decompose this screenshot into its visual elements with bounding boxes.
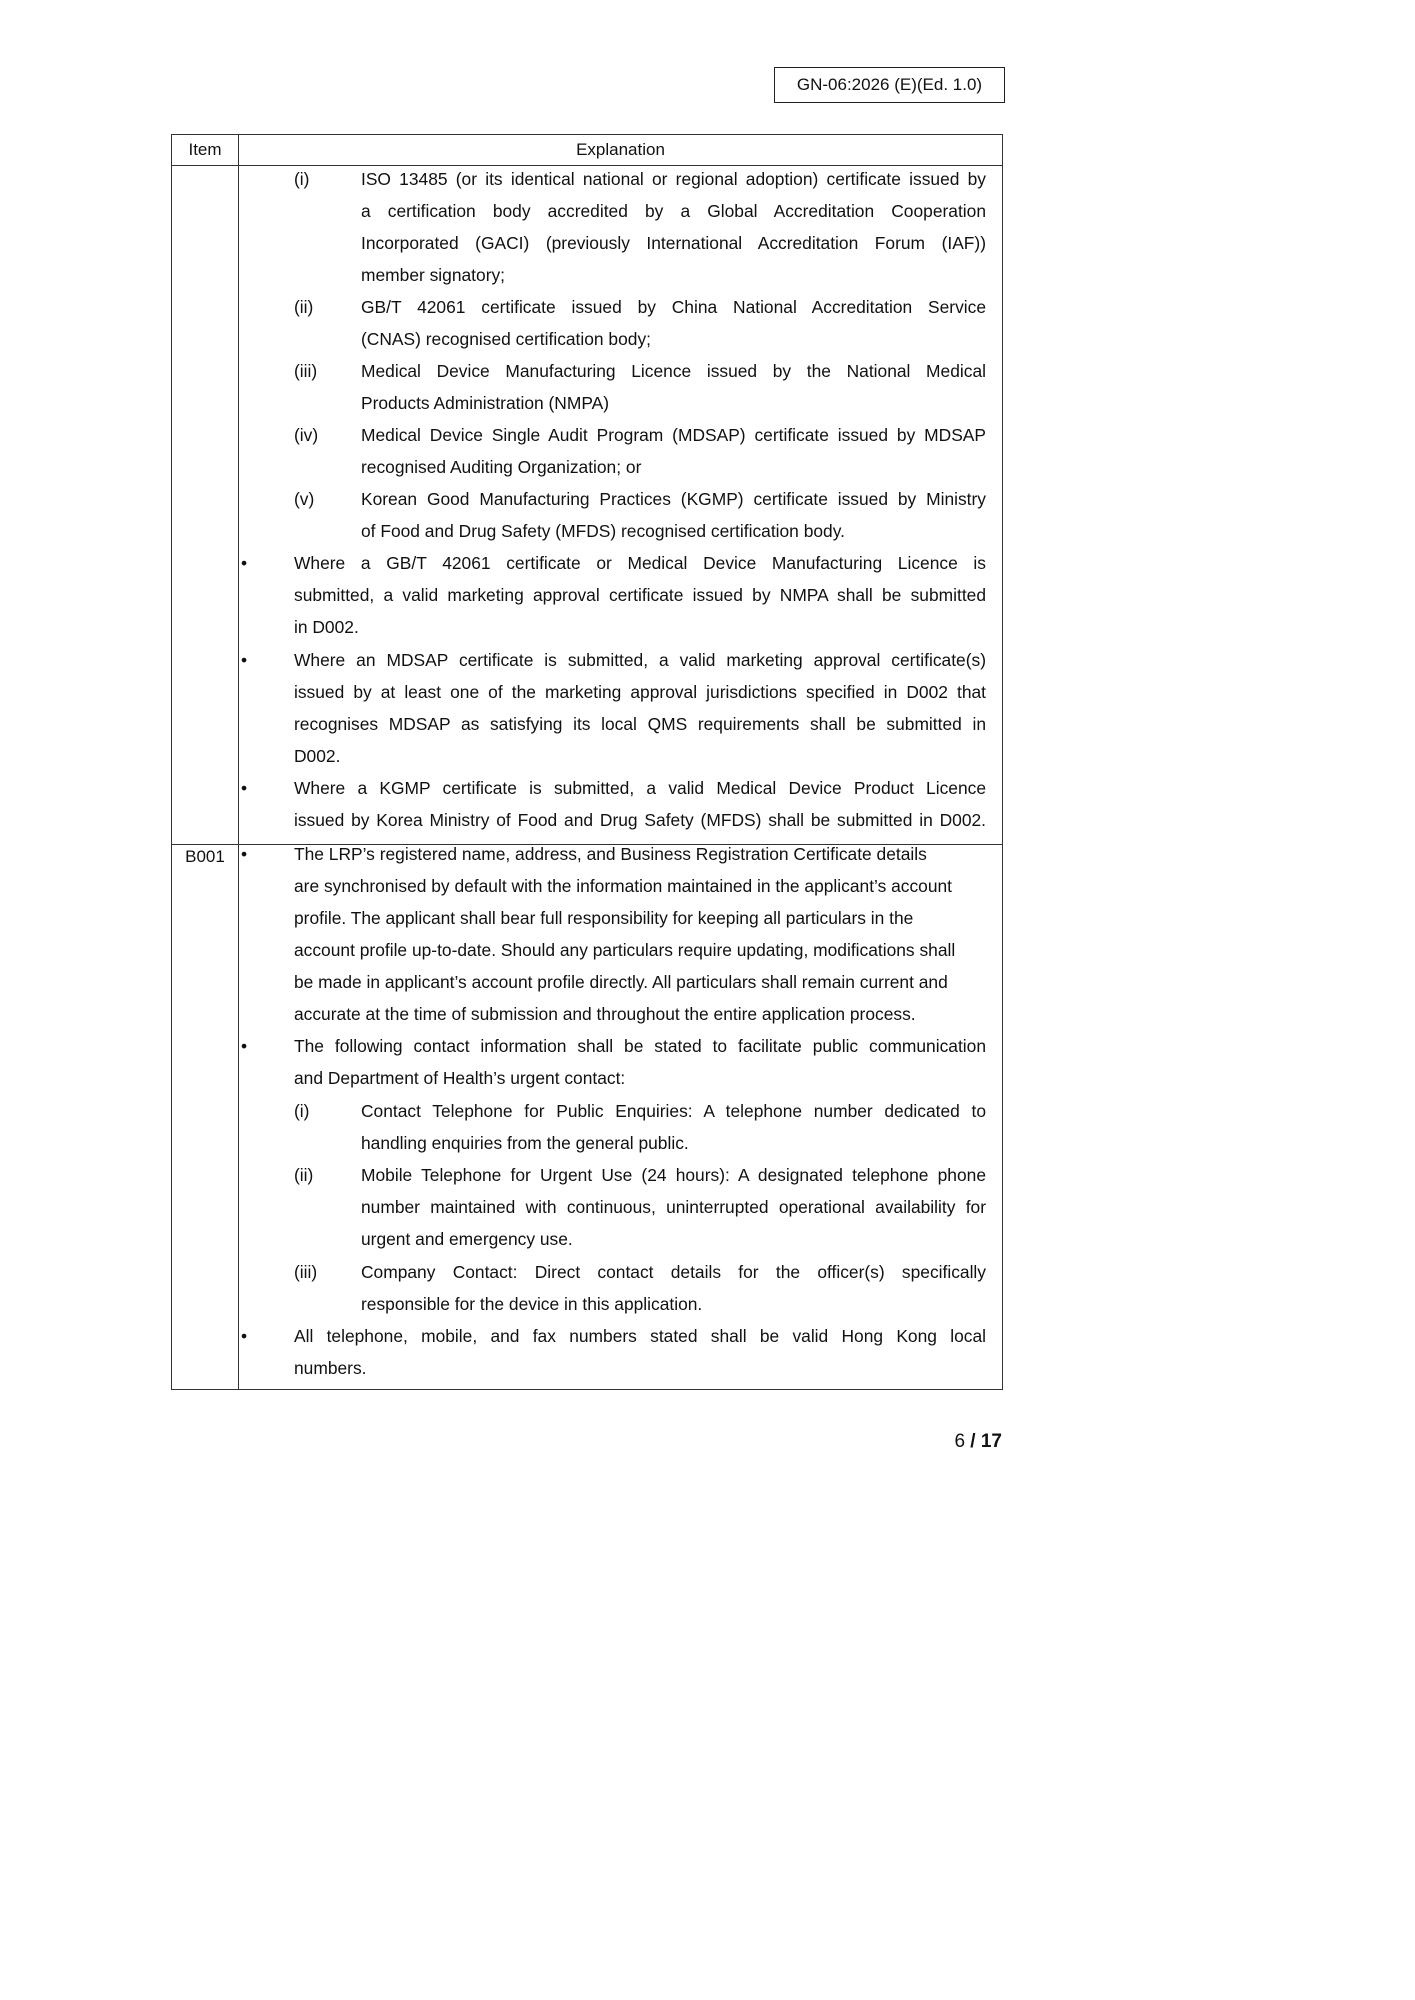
- column-header-explanation: Explanation: [576, 140, 665, 159]
- bullet-text: submitted, a valid marketing approval certificate issued by NMPA shall be submitted: [294, 585, 986, 605]
- column-divider: [238, 135, 239, 1389]
- list-item-text: responsible for the device in this application.: [361, 1294, 703, 1314]
- bullet-mark: •: [241, 1036, 248, 1056]
- page-current: 6: [954, 1431, 966, 1452]
- list-item-text: recognised Auditing Organization; or: [361, 457, 642, 477]
- page-separator: /: [965, 1431, 981, 1452]
- list-number: (i): [294, 1101, 310, 1121]
- list-item-text: number maintained with continuous, uninterrupted operational availability for: [361, 1197, 986, 1217]
- bullet-text: issued by Korea Ministry of Food and Drug Safety (MFDS) shall be submitted in D002.: [294, 810, 986, 830]
- list-item-text: Products Administration (NMPA): [361, 393, 610, 413]
- bullet-text: numbers.: [294, 1358, 367, 1378]
- list-number: (iii): [294, 361, 318, 381]
- bullet-mark: •: [241, 553, 248, 573]
- bullet-text: are synchronised by default with the information maintained in the applicant’s account: [294, 876, 953, 896]
- list-number: (ii): [294, 297, 314, 317]
- row-item-b001: B001: [185, 847, 225, 866]
- list-number: (iv): [294, 425, 319, 445]
- bullet-text: accurate at the time of submission and throughout the entire application process.: [294, 1004, 916, 1024]
- list-item-text: (CNAS) recognised certification body;: [361, 329, 651, 349]
- bullet-mark: •: [241, 1326, 248, 1346]
- page-number: [900, 1429, 1002, 1455]
- list-item-text: Medical Device Single Audit Program (MDSAP) certificate issued by MDSAP: [361, 425, 986, 445]
- bullet-text: in D002.: [294, 617, 359, 637]
- bullet-text: profile. The applicant shall bear full responsibility for keeping all particulars in the: [294, 908, 914, 928]
- bullet-text: Where an MDSAP certificate is submitted, a valid marketing approval certificate(s): [294, 650, 986, 670]
- list-number: (iii): [294, 1262, 318, 1282]
- bullet-text: All telephone, mobile, and fax numbers stated shall be valid Hong Kong local: [294, 1326, 986, 1346]
- bullet-text: issued by at least one of the marketing approval jurisdictions specified in D002 that: [294, 682, 986, 702]
- list-number: (v): [294, 489, 315, 509]
- bullet-text: Where a GB/T 42061 certificate or Medical Device Manufacturing Licence is: [294, 553, 986, 573]
- bullet-mark: •: [241, 844, 248, 864]
- list-item-text: Incorporated (GACI) (previously International Accreditation Forum (IAF)): [361, 233, 986, 253]
- bullet-text: D002.: [294, 746, 341, 766]
- list-item-text: ISO 13485 (or its identical national or regional adoption) certificate issued by: [361, 169, 986, 189]
- page-total: 17: [980, 1431, 1002, 1452]
- bullet-text: The following contact information shall be stated to facilitate public communication: [294, 1036, 986, 1056]
- bullet-mark: •: [241, 650, 248, 670]
- bullet-mark: •: [241, 778, 248, 798]
- list-item-text: of Food and Drug Safety (MFDS) recognised certification body.: [361, 521, 845, 541]
- list-item-text: GB/T 42061 certificate issued by China National Accreditation Service: [361, 297, 986, 317]
- list-number: (i): [294, 169, 310, 189]
- bullet-text: recognises MDSAP as satisfying its local QMS requirements shall be submitted in: [294, 714, 986, 734]
- list-item-text: Contact Telephone for Public Enquiries: A telephone number dedicated to: [361, 1101, 986, 1121]
- list-item-text: urgent and emergency use.: [361, 1229, 573, 1249]
- list-number: (ii): [294, 1165, 314, 1185]
- document-code-box: GN-06:2026 (E)(Ed. 1.0): [774, 67, 1005, 103]
- list-item-text: Medical Device Manufacturing Licence issued by the National Medical: [361, 361, 986, 381]
- list-item-text: Mobile Telephone for Urgent Use (24 hours): A designated telephone phone: [361, 1165, 986, 1185]
- bullet-text: be made in applicant’s account profile directly. All particulars shall remain current and: [294, 972, 948, 992]
- list-item-text: a certification body accredited by a Global Accreditation Cooperation: [361, 201, 986, 221]
- bullet-text: and Department of Health’s urgent contact:: [294, 1068, 626, 1088]
- bullet-text: Where a KGMP certificate is submitted, a valid Medical Device Product Licence: [294, 778, 986, 798]
- bullet-text: account profile up-to-date. Should any particulars require updating, modifications shall: [294, 940, 956, 960]
- list-item-text: Company Contact: Direct contact details for the officer(s) specifically: [361, 1262, 986, 1282]
- bullet-text: The LRP’s registered name, address, and Business Registration Certificate details: [294, 844, 927, 864]
- column-header-item: Item: [188, 140, 222, 159]
- list-item-text: member signatory;: [361, 265, 506, 285]
- list-item-text: handling enquiries from the general public.: [361, 1133, 689, 1153]
- list-item-text: Korean Good Manufacturing Practices (KGMP) certificate issued by Ministry: [361, 489, 986, 509]
